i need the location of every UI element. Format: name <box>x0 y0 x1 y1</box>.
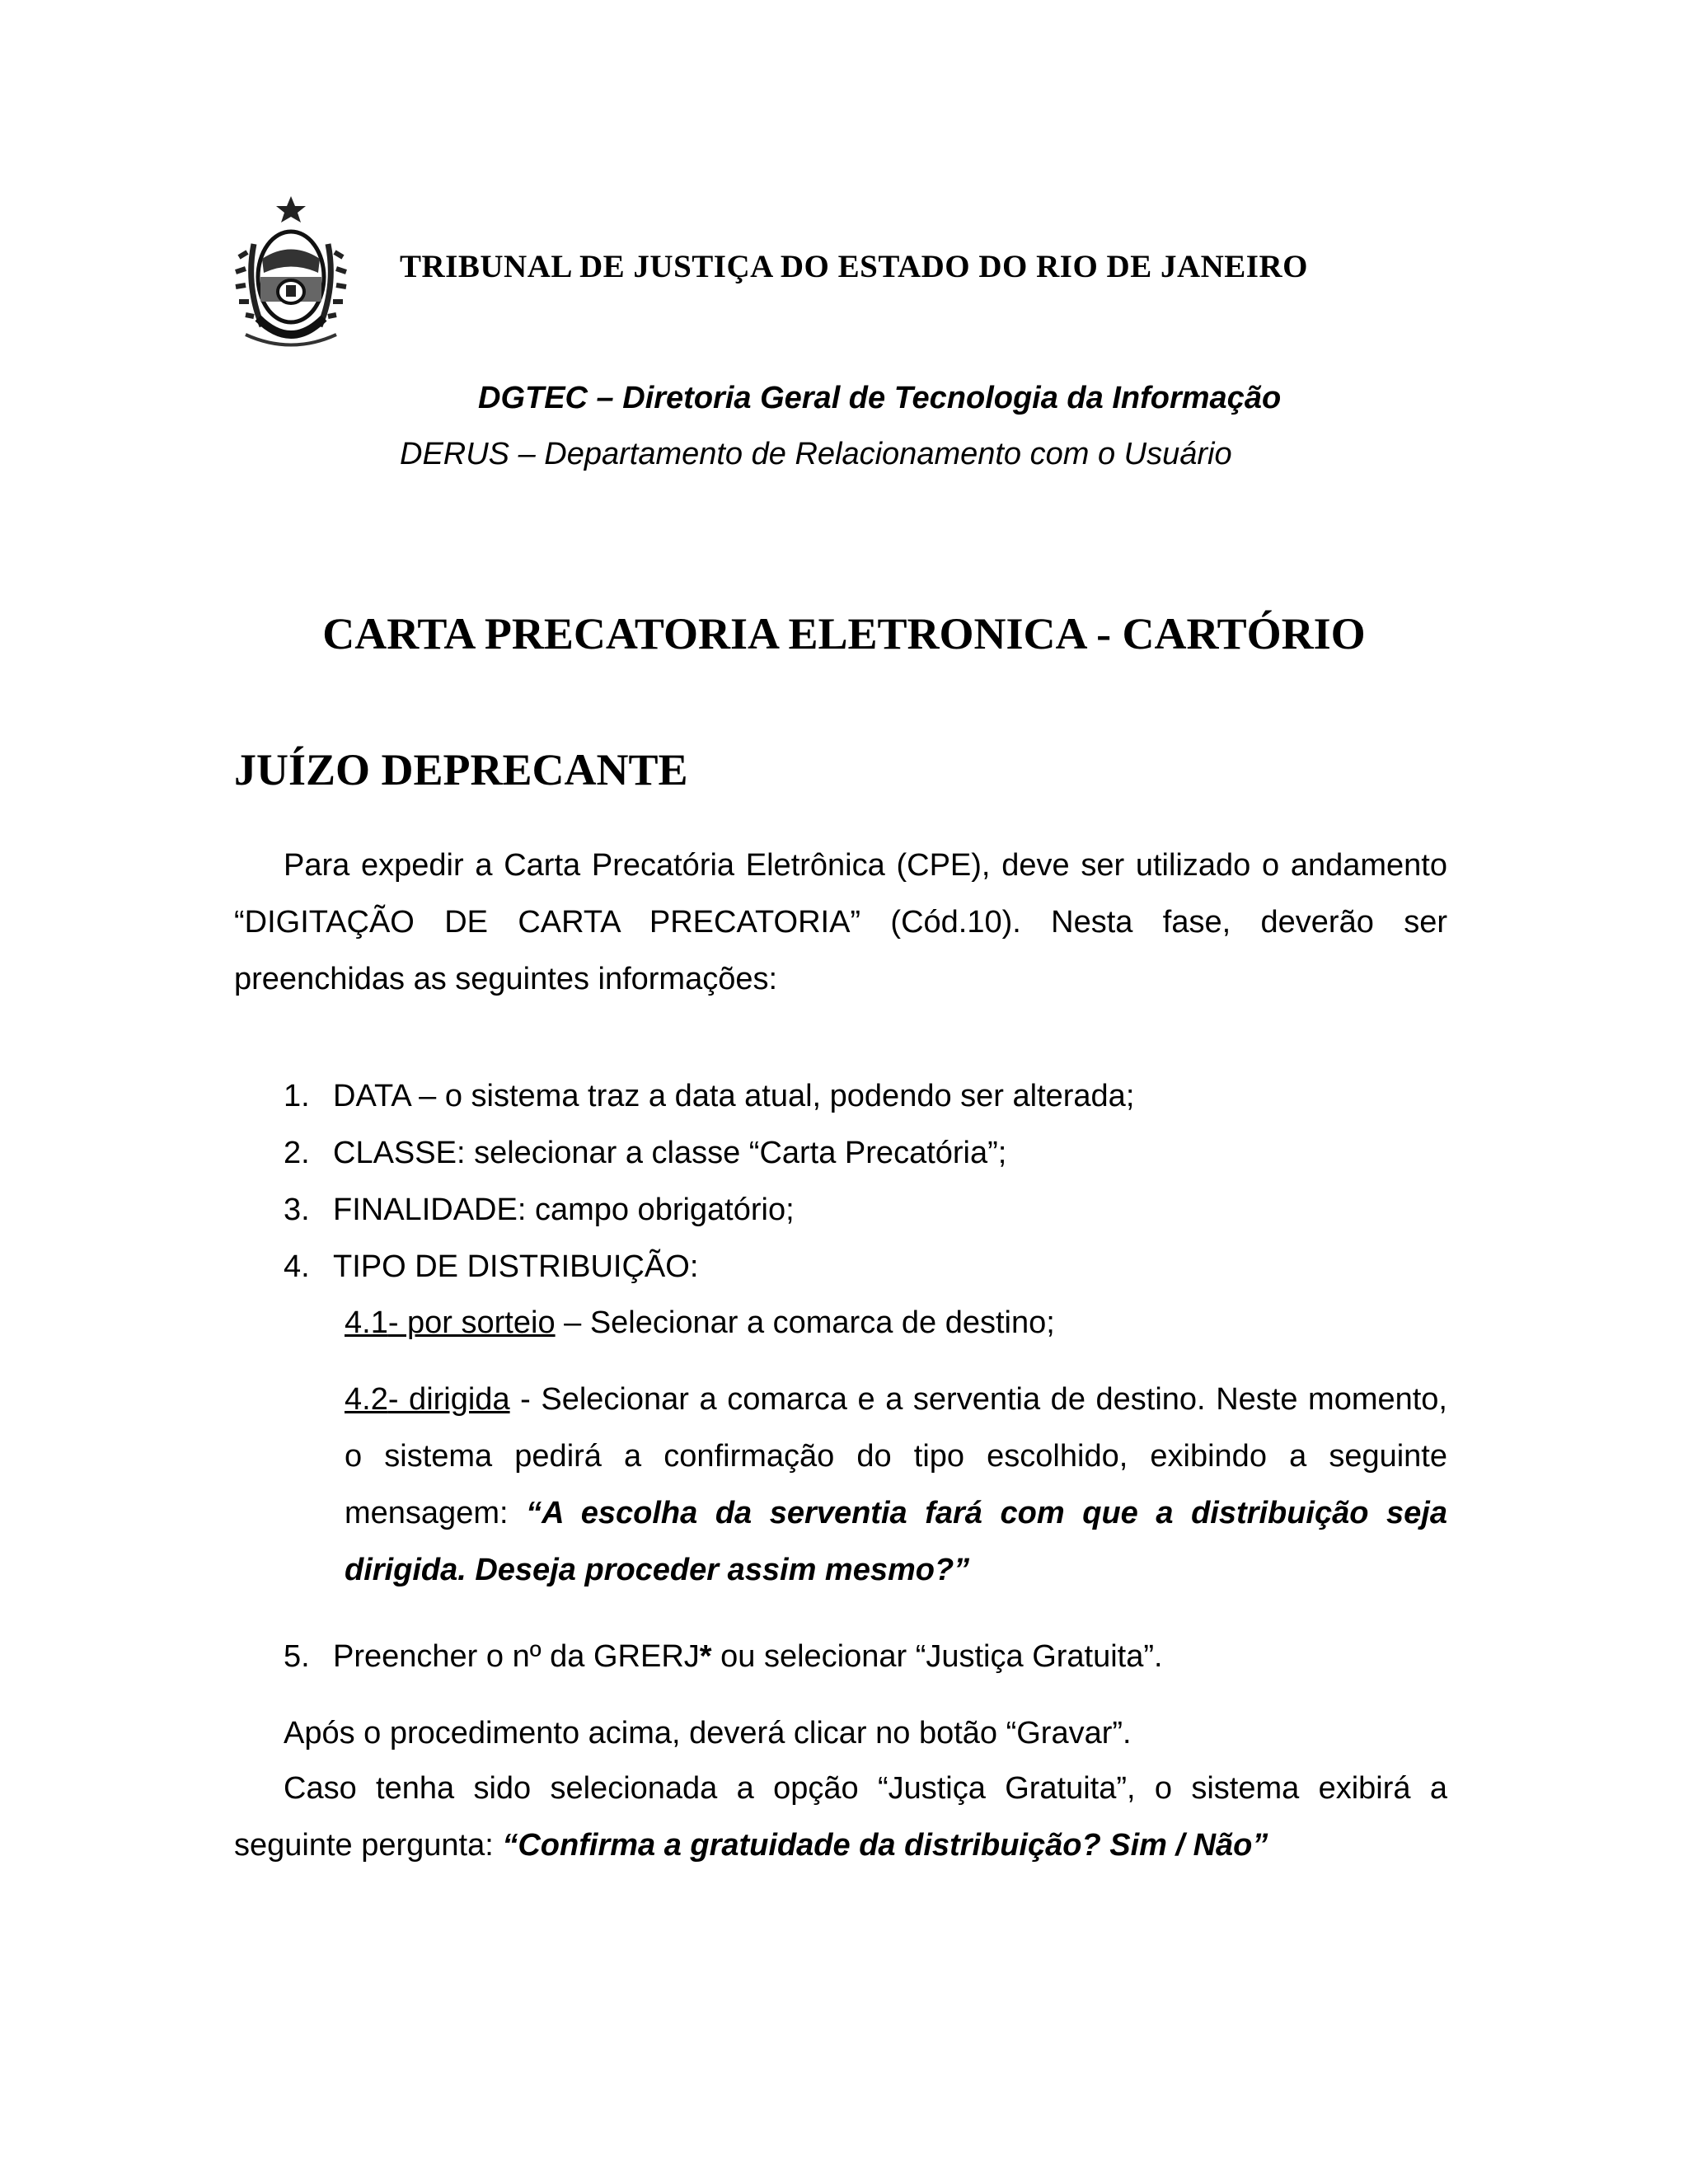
list-item-5 <box>284 1629 1447 1685</box>
section-title: JUÍZO DEPRECANTE <box>234 745 688 794</box>
sub-number: 4.2 <box>345 1382 388 1417</box>
list-text: Preencher o nº da GRERJ <box>333 1639 700 1674</box>
intro-paragraph: Para expedir a Carta Precatória Eletrônica (CPE), deve ser utilizado o andamento “DIGITAÇÃO DE CARTA PRECATORIA” (Cód.10). Nesta fase, deverão ser preenchidas as seguintes informações: <box>234 848 1447 996</box>
coat-of-arms-icon <box>229 194 353 356</box>
list-number: 2. <box>284 1136 310 1170</box>
list-item <box>284 1182 1447 1239</box>
steps-list <box>284 1068 1447 1296</box>
institution-name: TRIBUNAL DE JUSTIÇA DO ESTADO DO RIO DE JANEIRO <box>400 249 1308 284</box>
list-item <box>284 1125 1447 1182</box>
list-text: TIPO DE DISTRIBUIÇÃO: <box>333 1249 699 1284</box>
sub-label: - dirigida <box>387 1382 510 1417</box>
confirmation-question: “Confirma a gratuidade da distribuição? Sim / Não” <box>502 1828 1268 1863</box>
list-text: DATA – o sistema traz a data atual, podendo ser alterada; <box>333 1079 1135 1113</box>
document-title: CARTA PRECATORIA ELETRONICA - CARTÓRIO <box>322 609 1366 658</box>
sub-item-dirigida <box>345 1371 1447 1599</box>
confirmation-message: “A escolha da serventia fará com que a distribuição seja dirigida. Deseja proceder assim mesmo?” <box>345 1496 1448 1587</box>
after-paragraph-1: Após o procedimento acima, deverá clicar no botão “Gravar”. <box>284 1716 1132 1750</box>
sub-text: - Selecionar a comarca e a serventia de destino. Neste momento, o sistema pedirá a confirmação do tipo escolhido, exibindo a seguinte mensagem: <box>345 1382 1447 1530</box>
list-number: 4. <box>284 1249 310 1284</box>
department-derus: DERUS – Departamento de Relacionamento com o Usuário <box>400 437 1232 471</box>
list-text: CLASSE: selecionar a classe “Carta Precatória”; <box>333 1136 1007 1170</box>
department-dgtec: DGTEC – Diretoria Geral de Tecnologia da Informação <box>478 381 1282 415</box>
list-item <box>284 1239 1447 1296</box>
asterisk-mark: * <box>699 1639 712 1674</box>
sub-number: 4.1 <box>345 1305 388 1340</box>
list-text: FINALIDADE: campo obrigatório; <box>333 1193 795 1227</box>
sub-text: – Selecionar a comarca de destino; <box>555 1305 1055 1340</box>
after-paragraph-2 <box>234 1760 1447 1874</box>
list-number: 1. <box>284 1079 310 1113</box>
list-number: 3. <box>284 1193 310 1227</box>
list-item <box>284 1068 1447 1125</box>
list-number: 5. <box>284 1639 310 1674</box>
after-text: Caso tenha sido selecionada a opção “Justiça Gratuita”, o sistema exibirá a seguinte pergunta: <box>234 1771 1447 1863</box>
sub-item-sorteio <box>345 1295 1447 1352</box>
sub-label: - por sorteio <box>387 1305 556 1340</box>
list-text-after: ou selecionar “Justiça Gratuita”. <box>711 1639 1163 1674</box>
